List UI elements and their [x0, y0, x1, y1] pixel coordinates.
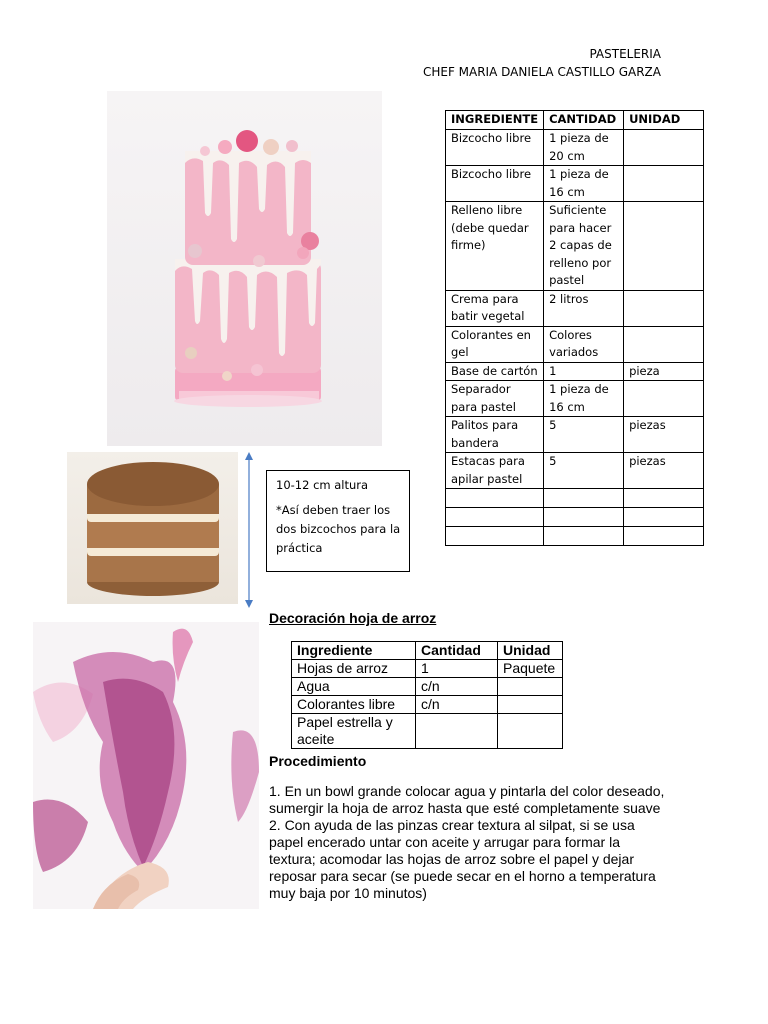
- header-cantidad: Cantidad: [416, 642, 498, 660]
- table-cell: [624, 130, 704, 166]
- table-cell: 1: [416, 660, 498, 678]
- cake-photo: [107, 91, 382, 446]
- table-cell: [498, 696, 563, 714]
- table-cell: Crema para batir vegetal: [446, 290, 544, 326]
- header-ingrediente: INGREDIENTE: [446, 111, 544, 130]
- procedure-title: Procedimiento: [269, 753, 367, 769]
- table-header-row: [446, 111, 704, 130]
- sponge-cake-photo: [67, 452, 238, 604]
- table-cell: Colorantes en gel: [446, 326, 544, 362]
- table-cell: [624, 381, 704, 417]
- ingredients-table: [445, 110, 704, 546]
- table-cell: Bizcocho libre: [446, 130, 544, 166]
- table-row: [446, 166, 704, 202]
- table-cell: [624, 508, 704, 527]
- table-cell: c/n: [416, 696, 498, 714]
- table-cell: [498, 714, 563, 749]
- table-row: [292, 660, 563, 678]
- note-instruction: *Así deben traer los dos bizcochos para la práctica: [276, 503, 401, 555]
- table-cell: Colorantes libre: [292, 696, 416, 714]
- decoration-title: Decoración hoja de arroz: [269, 610, 437, 626]
- table-row: [446, 417, 704, 453]
- header-chef-name: CHEF MARIA DANIELA CASTILLO GARZA: [422, 65, 661, 79]
- table-cell: [446, 508, 544, 527]
- table-cell: Hojas de arroz: [292, 660, 416, 678]
- table-cell: 5: [544, 453, 624, 489]
- table-cell: Relleno libre (debe quedar firme): [446, 202, 544, 291]
- table-row-empty: [446, 489, 704, 508]
- table-cell: 1 pieza de 16 cm: [544, 166, 624, 202]
- table-cell: [624, 527, 704, 546]
- table-row: [446, 381, 704, 417]
- table-cell: pieza: [624, 362, 704, 381]
- table-row: [446, 290, 704, 326]
- table-cell: Suficiente para hacer 2 capas de relleno por pastel: [544, 202, 624, 291]
- table-cell: Separador para pastel: [446, 381, 544, 417]
- height-note-box: [266, 470, 410, 572]
- table-cell: [624, 489, 704, 508]
- procedure-step-1: 1. En un bowl grande colocar agua y pintarla del color deseado, sumergir la hoja de arroz hasta que esté completamente suave: [269, 783, 665, 816]
- procedure-step-2: 2. Con ayuda de las pinzas crear textura al silpat, si se usa papel encerado untar con aceite y arrugar para formar la textura; acomodar las hojas de arroz sobre el papel y dejar reposar para secar (se puede secar en el horno a temperatura muy baja por 10 minutos): [269, 817, 656, 901]
- table-cell: [544, 527, 624, 546]
- table-cell: c/n: [416, 678, 498, 696]
- table-row-empty: [446, 527, 704, 546]
- header-title: PASTELERIA: [589, 47, 661, 61]
- table-row: [446, 362, 704, 381]
- header-unidad: UNIDAD: [624, 111, 704, 130]
- table-cell: [446, 489, 544, 508]
- table-cell: [544, 489, 624, 508]
- table-row: [446, 326, 704, 362]
- table-cell: [624, 166, 704, 202]
- table-cell: [446, 527, 544, 546]
- rice-paper-illustration: [33, 622, 259, 909]
- table-cell: Estacas para apilar pastel: [446, 453, 544, 489]
- header-ingrediente: Ingrediente: [292, 642, 416, 660]
- table-header-row: [292, 642, 563, 660]
- table-row: [292, 678, 563, 696]
- table-cell: Base de cartón: [446, 362, 544, 381]
- table-row: [292, 714, 563, 749]
- table-row: [446, 202, 704, 291]
- decoration-table: [291, 641, 563, 749]
- table-cell: Agua: [292, 678, 416, 696]
- table-row: [446, 453, 704, 489]
- table-cell: [624, 202, 704, 291]
- table-row-empty: [446, 508, 704, 527]
- table-cell: 2 litros: [544, 290, 624, 326]
- table-cell: 1: [544, 362, 624, 381]
- sponge-cake-illustration: [67, 452, 238, 604]
- table-row: [292, 696, 563, 714]
- rice-paper-photo: [33, 622, 259, 909]
- table-cell: [416, 714, 498, 749]
- table-cell: [624, 326, 704, 362]
- table-cell: piezas: [624, 417, 704, 453]
- table-cell: [544, 508, 624, 527]
- height-arrow-icon: [242, 452, 256, 608]
- cake-illustration: [107, 91, 382, 446]
- procedure-text: [269, 783, 669, 902]
- header-unidad: Unidad: [498, 642, 563, 660]
- table-cell: Colores variados: [544, 326, 624, 362]
- table-cell: 1 pieza de 16 cm: [544, 381, 624, 417]
- table-cell: Paquete: [498, 660, 563, 678]
- note-height: 10-12 cm altura: [276, 478, 369, 492]
- table-cell: Palitos para bandera: [446, 417, 544, 453]
- table-cell: Bizcocho libre: [446, 166, 544, 202]
- table-row: [446, 130, 704, 166]
- table-cell: [624, 290, 704, 326]
- header-cantidad: CANTIDAD: [544, 111, 624, 130]
- table-cell: 1 pieza de 20 cm: [544, 130, 624, 166]
- document-header: [423, 45, 661, 81]
- table-cell: piezas: [624, 453, 704, 489]
- table-cell: [498, 678, 563, 696]
- table-cell: Papel estrella y aceite: [292, 714, 416, 749]
- table-cell: 5: [544, 417, 624, 453]
